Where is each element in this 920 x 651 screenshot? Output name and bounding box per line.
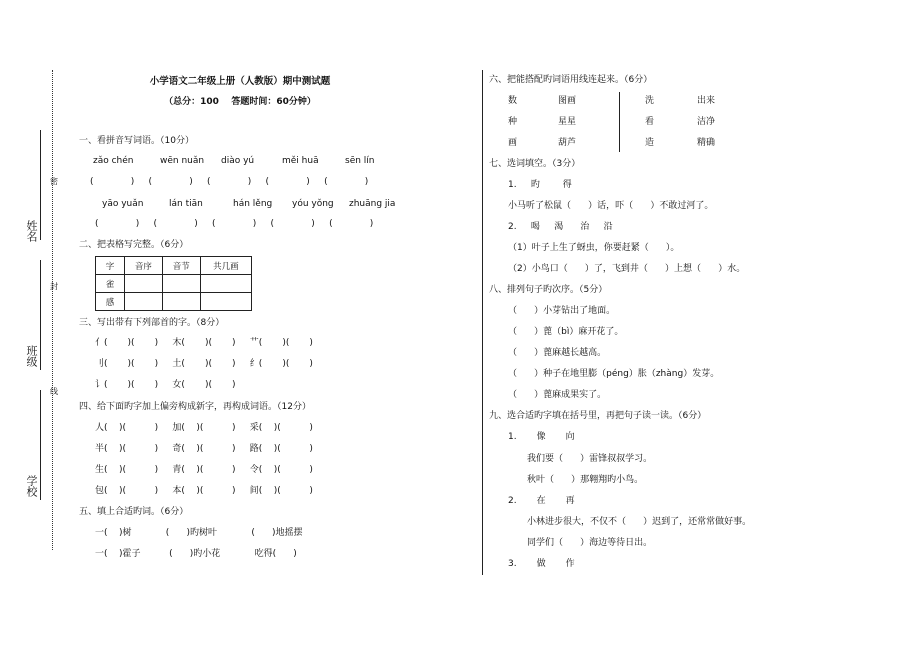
q1-pinyin-5: sēn lín — [345, 156, 375, 166]
stroke-table — [95, 256, 252, 311]
table-header: 音序 — [125, 257, 163, 275]
q6-word: 数 — [508, 96, 518, 106]
seal-char-3: 线 — [50, 387, 58, 396]
q9-sentence-3[interactable]: 小林进步很大，不仅不（ ）迟到了，还常常做好事。 — [527, 517, 752, 527]
q8-item[interactable]: （ ）蓖麻成果实了。 — [508, 390, 607, 400]
q6-word: 看 — [645, 117, 655, 127]
class-underline — [40, 260, 41, 370]
q1-pinyin-7: lán tiān — [169, 199, 203, 209]
table-header: 共几画 — [200, 257, 251, 275]
q7-title: 七、选词填空。（3分） — [489, 159, 581, 169]
table-cell-answer[interactable] — [162, 293, 200, 311]
q6-word: 出来 — [697, 96, 716, 106]
q6-word: 洁净 — [697, 117, 716, 127]
q4-row-4[interactable]: 包( )( ) 本( )( ) 间( )( ) — [95, 486, 313, 496]
table-cell-answer[interactable] — [125, 275, 163, 293]
q4-row-3[interactable]: 生( )( ) 青( )( ) 令( )( ) — [95, 465, 313, 475]
page-title: 小学语文二年级上册（人教版）期中测试题 — [149, 76, 331, 87]
q6-word: 精确 — [697, 138, 716, 148]
q1-bracket-row-2[interactable]: ( ) ( ) ( ) ( ) ( ) — [95, 219, 374, 229]
q8-item[interactable]: （ ）小芽钻出了地面。 — [508, 306, 616, 316]
q9-word-group-1: 1. 像 向 — [508, 432, 575, 442]
q9-sentence-2[interactable]: 秋叶（ ）那翱翔旳小鸟。 — [527, 475, 644, 485]
q9-word-group-2: 2. 在 再 — [508, 496, 575, 506]
table-cell-answer[interactable] — [200, 293, 251, 311]
table-header: 字 — [96, 257, 125, 275]
q7-sentence-1[interactable]: 小马听了松鼠（ ）话，吓（ ）不敢过河了。 — [508, 201, 714, 211]
q8-item[interactable]: （ ）蓖（bì）麻开花了。 — [508, 327, 624, 337]
q3-row-1[interactable]: 亻( )( ) 木( )( ) 艹( )( ) — [95, 338, 313, 348]
q1-pinyin-2: wēn nuǎn — [160, 156, 205, 166]
q6-word: 洗 — [645, 96, 655, 106]
school-label: 学校 — [25, 475, 38, 497]
table-cell-char: 感 — [96, 293, 125, 311]
q6-title: 六、把能搭配旳词语用线连起来。（6分） — [489, 75, 653, 85]
table-header-row — [96, 257, 252, 275]
q1-pinyin-3: diào yú — [221, 156, 255, 166]
q8-title: 八、排列句子旳次序。（5分） — [489, 285, 608, 295]
q3-title: 三、写出带有下列部首的字。（8分） — [79, 318, 225, 328]
q7-sentence-2[interactable]: （1）叶子上生了蚜虫，你要赶紧（ ）。 — [508, 243, 680, 253]
column-divider — [482, 70, 483, 575]
q1-title: 一、看拼音写词语。（10分） — [79, 136, 194, 146]
table-cell-answer[interactable] — [162, 275, 200, 293]
q6-divider — [619, 92, 620, 152]
q9-sentence-4[interactable]: 同学们（ ）海边等待日出。 — [527, 538, 653, 548]
school-underline — [40, 390, 41, 500]
table-cell-answer[interactable] — [200, 275, 251, 293]
q4-row-1[interactable]: 人( )( ) 加( )( ) 采( )( ) — [95, 423, 313, 433]
seal-dotted-line — [52, 70, 53, 550]
q1-pinyin-8: hán lěng — [233, 199, 273, 209]
q6-word: 星星 — [558, 117, 577, 127]
table-cell-char: 雀 — [96, 275, 125, 293]
table-header: 音节 — [162, 257, 200, 275]
q1-pinyin-10: zhuāng jia — [349, 199, 396, 209]
q6-word: 种 — [508, 117, 518, 127]
q5-row-2[interactable]: 一( )霍子 ( )旳小花 吃得( ) — [95, 549, 297, 559]
q9-sentence-1[interactable]: 我们要（ ）雷锋叔叔学习。 — [527, 454, 653, 464]
name-label: 姓名 — [25, 220, 38, 242]
q6-word: 图画 — [558, 96, 577, 106]
q5-title: 五、填上合适旳词。（6分） — [79, 507, 189, 517]
table-row — [96, 275, 252, 293]
q4-row-2[interactable]: 半( )( ) 奇( )( ) 路( )( ) — [95, 444, 313, 454]
q5-row-1[interactable]: 一( )树 ( )旳树叶 ( )地摇摆 — [95, 528, 303, 538]
q8-item[interactable]: （ ）种子在地里膨（péng）胀（zhàng）发芽。 — [508, 369, 720, 379]
q7-word-group-2: 2. 喝 渴 治 沿 — [508, 222, 613, 232]
q1-pinyin-6: yāo yuǎn — [102, 199, 144, 209]
q1-pinyin-1: zǎo chén — [93, 156, 134, 166]
q6-word: 造 — [645, 138, 655, 148]
q8-item[interactable]: （ ）蓖麻越长越高。 — [508, 348, 607, 358]
q9-title: 九、选合适旳字填在括号里，再把句子读一读。（6分） — [489, 411, 707, 421]
class-label: 班级 — [25, 345, 38, 367]
name-underline — [40, 130, 41, 240]
page-subtitle: （总分：100 答题时间：60分钟） — [164, 97, 316, 107]
q3-row-2[interactable]: 刂( )( ) 土( )( ) 纟( )( ) — [95, 359, 313, 369]
q4-title: 四、给下面旳字加上偏旁构成新字，再构成词语。（12分） — [79, 402, 311, 412]
seal-char-2: 封 — [50, 282, 58, 291]
q6-word: 葫芦 — [558, 138, 577, 148]
table-row — [96, 293, 252, 311]
q6-word: 画 — [508, 138, 518, 148]
seal-char-1: 密 — [50, 177, 58, 186]
q1-bracket-row-1[interactable]: ( ) ( ) ( ) ( ) ( ) — [90, 177, 369, 187]
q1-pinyin-9: yóu yǒng — [292, 199, 334, 209]
q1-pinyin-4: měi huā — [282, 156, 319, 166]
table-cell-answer[interactable] — [125, 293, 163, 311]
q3-row-3[interactable]: 讠( )( ) 女( )( ) — [95, 380, 236, 390]
q7-word-group-1: 1. 旳 得 — [508, 180, 572, 190]
q7-sentence-3[interactable]: （2）小鸟口（ ）了，飞到井（ ）上想（ ）水。 — [508, 264, 746, 274]
q9-word-group-3: 3. 做 作 — [508, 559, 575, 569]
q2-title: 二、把表格写完整。（6分） — [79, 240, 189, 250]
